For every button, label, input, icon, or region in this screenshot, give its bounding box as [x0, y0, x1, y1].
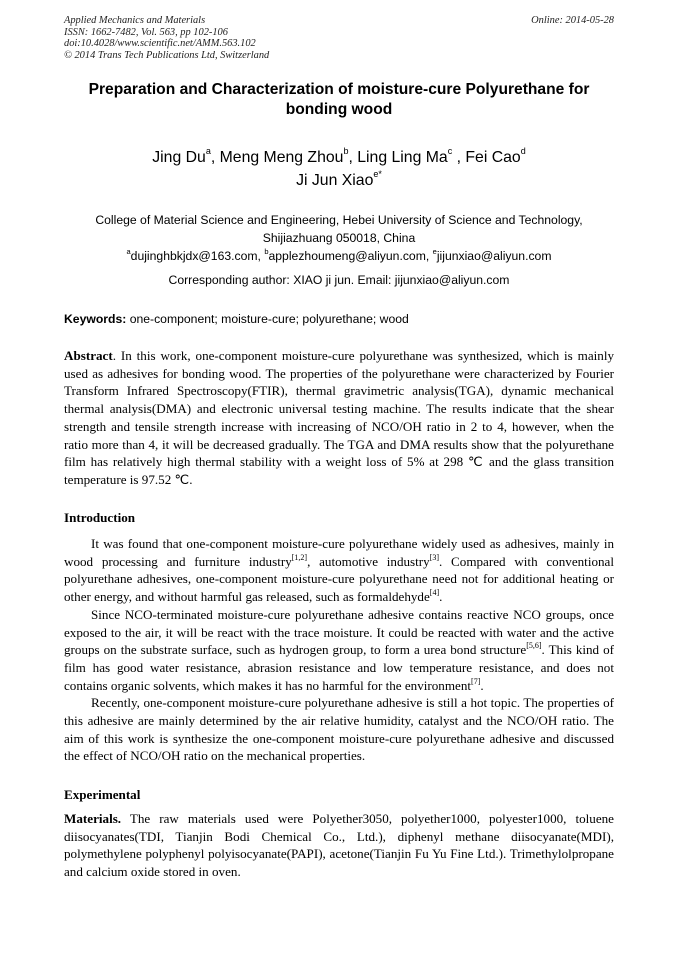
author-name: Meng Meng Zhou [219, 149, 344, 166]
affiliation-line-2: Shijiazhuang 050018, China [262, 231, 416, 245]
materials-paragraph [64, 810, 614, 881]
email-link[interactable]: jijunxiao@aliyun.com [436, 249, 552, 263]
journal-name: Applied Mechanics and Materials [64, 15, 206, 26]
author-name: Fei Cao [465, 149, 521, 166]
experimental-heading: Experimental [64, 787, 141, 802]
citation: [1,2] [291, 552, 308, 562]
author-line-1: Jing Du$^a$, Meng Meng Zhou$^b$, Ling Ling Ma$^c$ , Fei Cao$^d$ [152, 146, 526, 166]
author-mark: b [343, 146, 349, 156]
email-link[interactable]: dujinghbkjdx@163.com [130, 249, 258, 263]
citation: [7] [471, 676, 481, 686]
intro-paragraph: Recently, one-component moisture-cure polyurethane adhesive is still a hot topic. The properties of this adhesive are mainly determined by the air relative humidity, catalyst and the NCO/OH ratio. The aim of this work is synthesize the one-component moisture-cure polyurethane adhesive and discussed the effect of NCO/OH ratio on the mechanical properties. [64, 695, 614, 764]
journal-issn: ISSN: 1662-7482, Vol. 563, pp 102-106 [64, 26, 228, 38]
introduction-heading: Introduction [64, 510, 136, 525]
author-mark: d [520, 146, 526, 156]
affiliation-block [64, 211, 614, 289]
author-list [64, 146, 614, 192]
email-link[interactable]: applezhoumeng@aliyun.com [268, 249, 426, 263]
journal-doi: doi:10.4028/www.scientific.net/AMM.563.102 [64, 38, 256, 49]
paper-title [64, 80, 614, 120]
abstract-text: . In this work, one-component moisture-cure polyurethane was synthesized, which is mainly used as adhesives for bonding wood. The properties of the polyurethane were characterized by Fourier Transform Infrared Spectroscopy(FTIR), thermal gravimetric analysis(TGA), dynamic mechanical thermal analysis(DMA) and electronic universal testing machine. The results indicate that the shear strength and tensile strength increase with increasing of NCO/OH ratio in 2 to 4, however, when the ratio more than 4, it will be decreased gradually. The TGA and DMA results show that the polyurethane film has relatively high thermal stability with a weight loss of 5% at 298 ℃ and the glass transition temperature is 97.52 ℃. [64, 348, 614, 487]
journal-copyright: © 2014 Trans Tech Publications Ltd, Switzerland [64, 49, 270, 61]
intro-paragraph: Since NCO-terminated moisture-cure polyurethane adhesive contains reactive NCO groups, once exposed to the air, it will be react with the trace moisture. It could be reacted with water and the active groups on the substrate surface, such as hydrogen group, to form a urea bond structure[5,6]. This kind of film has good water resistance, abrasion resistance and low temperature resistance, and does not contains organic solvents, which makes it has no harmful for the environment[7]. [64, 606, 614, 693]
online-date: Online: 2014-05-28 [531, 15, 614, 26]
citation: [4] [429, 588, 440, 598]
abstract [64, 347, 614, 489]
intro-paragraph: It was found that one-component moisture-cure polyurethane widely used as adhesives, mainly in wood processing and furniture industry[1,2], automotive industry[3]. Compared with conventional polyurethane adhesives, one-component moisture-cure polyurethane need not for additional heating or other energy, and without harmful gas released, such as formaldehyde[4]. [64, 536, 614, 605]
keywords-label: Keywords: [64, 312, 127, 326]
author-name: Ling Ling Ma [357, 149, 448, 166]
materials-label: Materials. [64, 811, 122, 826]
journal-meta [64, 15, 269, 61]
affiliation-line-1: College of Material Science and Engineering, Hebei University of Science and Technology, [95, 213, 583, 227]
keywords [64, 311, 614, 327]
abstract-label: Abstract [64, 348, 113, 363]
title-line-2: bonding wood [285, 101, 393, 118]
author-mark: c [447, 146, 453, 156]
citation: [5,6] [526, 641, 542, 651]
keywords-text: one-component; moisture-cure; polyurethane; wood [126, 312, 409, 326]
corresponding-author: Corresponding author: XIAO ji jun. Email: jijunxiao@aliyun.com [168, 273, 510, 287]
author-name: Ji Jun Xiao [296, 172, 374, 189]
author-name: Jing Du [152, 149, 206, 166]
author-emails: $^a$dujinghbkjdx@163.com, $^b$applezhoumeng@aliyun.com, $^e$jijunxiao@aliyun.com [126, 247, 552, 263]
citation: [3] [429, 552, 440, 562]
author-mark: e* [373, 169, 382, 179]
title-line-1: Preparation and Characterization of moisture-cure Polyurethane for [88, 81, 590, 98]
author-mark: a [205, 146, 211, 156]
author-line-2 [64, 169, 614, 192]
introduction-body [64, 535, 614, 765]
materials-text: The raw materials used were Polyether3050, polyether1000, polyester1000, toluene diisocyanates(TDI, Tianjin Bodi Chemical Co., Ltd.), diphenyl methane diisocyanate(MDI), polymethylene polyphenyl polyisocyanate(PAPI), acetone(Tianjin Fu Yu Fine Ltd.). Trimethylolpropane and calcium oxide stored in oven. [64, 811, 614, 880]
